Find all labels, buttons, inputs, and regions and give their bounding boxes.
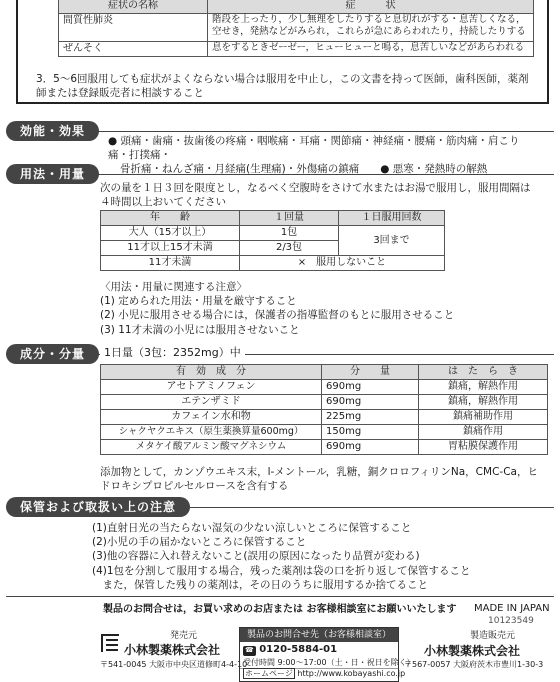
symptom-name-cell: ぜんそく xyxy=(59,41,208,56)
product-code: 10123549 xyxy=(488,616,534,626)
storage-list xyxy=(92,521,542,592)
web-label: ホームページ xyxy=(245,669,293,679)
effects-line: 骨折痛・ねんざ痛・月経痛(生理痛)・外傷痛の鎮痛 ● 悪寒・発熱時の解熱 xyxy=(120,163,488,176)
usage-note-item: (2) 小児に服用させる場合には，保護者の指導監督のもとに服用させること xyxy=(100,309,455,322)
free-dial-icon: ☎ xyxy=(245,646,254,655)
symptom-name-cell: 間質性肺炎 xyxy=(59,13,208,41)
ingredient-role-header: は た ら き xyxy=(419,365,548,380)
ingredient-name-cell: エテンザミド xyxy=(101,395,322,410)
ingredient-name-header: 有 効 成 分 xyxy=(101,365,322,380)
ingredient-amount-cell: 690mg xyxy=(322,440,419,455)
dose-age-cell: 大人（15才以上） xyxy=(101,226,240,241)
usage-notes-title: 〈用法・用量に関連する注意〉 xyxy=(100,281,247,293)
additives-text: 添加物として，カンゾウエキス末，l-メントール，乳糖，銅クロロフィリンNa，CMC-Ca，ヒドロキシプロピルセルロースを含有する xyxy=(100,466,538,493)
dose-age-cell: 11才未満 xyxy=(101,256,240,271)
maker-label: 製造販売元 xyxy=(470,631,516,641)
ingredient-amount-cell: 690mg xyxy=(322,380,419,395)
usage-note-item: (1) 定められた用法・用量を厳守すること xyxy=(100,295,297,308)
customer-center-title: 製品のお問合せ先（お客様相談室） xyxy=(240,628,398,642)
inquiry-notice: 製品のお問合せは，お買い求めのお店または お客様相談室にお願いいたします xyxy=(103,604,457,615)
ingredient-amount-header: 分 量 xyxy=(322,365,419,380)
symptom-desc-header: 症 状 xyxy=(208,0,534,13)
ingredient-amount-cell: 150mg xyxy=(322,425,419,440)
storage-item: (2)小児の手の届かないところに保管すること xyxy=(92,536,307,549)
symptom-table xyxy=(58,0,534,57)
symptom-name-header: 症状の名称 xyxy=(59,0,208,13)
dose-amount-cell: 1包 xyxy=(240,226,339,241)
section-title-effects: 効能・効果 xyxy=(6,121,99,141)
section-title-ingredients: 成分・分量 xyxy=(6,344,99,364)
ingredients-table xyxy=(100,364,548,455)
usage-notes xyxy=(100,280,540,337)
footer-rule xyxy=(6,596,554,597)
hours-label: 受付時間 xyxy=(243,657,275,667)
ingredient-role-cell: 鎮痛作用 xyxy=(419,425,548,440)
made-in-label: MADE IN JAPAN xyxy=(474,603,550,614)
seller-name: 小林製薬株式会社 xyxy=(124,643,221,657)
customer-center-phone-row xyxy=(240,642,398,658)
consult-note: 3．5～6回服用しても症状がよくならない場合は服用を中止し，この文書を持って医師，歯科医師，薬剤師または登録販売者に相談すること xyxy=(36,73,529,100)
dose-age-header: 年 齢 xyxy=(101,211,240,226)
dose-times-header: １日服用回数 xyxy=(339,211,445,226)
dose-times-cell: 3回まで xyxy=(339,226,445,256)
ingredient-role-cell: 胃粘膜保護作用 xyxy=(419,440,548,455)
ingredient-name-cell: カフェイン水和物 xyxy=(101,410,322,425)
customer-center-phone: 0120-5884-01 xyxy=(259,644,338,656)
dose-table xyxy=(100,210,445,271)
ingredient-role-cell: 鎮痛，解熱作用 xyxy=(419,380,548,395)
customer-center-box xyxy=(239,627,415,682)
daily-dose-title: 1日量（3包：2352mg）中 xyxy=(100,346,245,361)
maker-address: 〒567-0057 大阪府茨木市豊川1-30-3 xyxy=(404,660,544,669)
effects-text xyxy=(108,134,528,177)
ingredient-role-cell: 鎮痛補助作用 xyxy=(419,410,548,425)
dose-prohibit-cell: × 服用しないこと xyxy=(240,256,445,271)
web-url[interactable]: http://www.kobayashi.co.jp xyxy=(297,669,406,679)
ingredient-name-cell: メタケイ酸アルミン酸マグネシウム xyxy=(101,440,322,455)
dose-amount-header: １回量 xyxy=(240,211,339,226)
seller-label: 発売元 xyxy=(170,631,198,641)
symptom-desc-cell: 息をするときゼーゼー，ヒューヒューと鳴る，息苦しいなどがあらわれる xyxy=(208,41,534,56)
section-title-storage: 保管および取扱い上の注意 xyxy=(6,497,190,517)
ingredient-role-cell: 鎮痛，解熱作用 xyxy=(419,395,548,410)
dose-age-cell: 11才以上15才未満 xyxy=(101,241,240,256)
customer-center-hours-row xyxy=(240,657,415,669)
dose-amount-cell: 2/3包 xyxy=(240,241,339,256)
section-title-usage: 用法・用量 xyxy=(6,164,99,184)
storage-item: (4)1包を分割して服用する場合，残った薬剤は袋の口を折り返して保管すること xyxy=(92,564,471,577)
hours-value: 9:00～17:00（土・日・祝日を除く） xyxy=(277,657,415,667)
ingredient-amount-cell: 690mg xyxy=(322,395,419,410)
customer-center-web-row xyxy=(240,668,406,681)
ingredient-name-cell: アセトアミノフェン xyxy=(101,380,322,395)
storage-item: (1)直射日光の当たらない湿気の少ない涼しいところに保管すること xyxy=(92,522,412,534)
ingredient-amount-cell: 225mg xyxy=(322,410,419,425)
company-logo-icon xyxy=(100,632,120,654)
seller-address: 〒541-0045 大阪市中央区道修町4-4-10 xyxy=(100,660,248,669)
storage-item: (3)他の容器に入れ替えないこと(誤用の原因になったり品質が変わる) xyxy=(92,550,420,563)
ingredient-name-cell: シャクヤクエキス（原生薬換算量600mg） xyxy=(101,425,322,440)
symptom-desc-cell: 階段を上ったり，少し無理をしたりすると息切れがする・息苦しくなる，空せき，発熱などがみられ，これらが急にあらわれたり，持続したりする xyxy=(208,13,534,41)
usage-intro: 次の量を１日３回を限度とし，なるべく空腹時をさけて水またはお湯で服用し，服用間隔は４時間以上おいてください xyxy=(100,182,531,209)
storage-item: また，保管した残りの薬剤は，その日のうちに服用するか捨てること xyxy=(92,578,428,591)
effects-line: ● 頭痛・歯痛・抜歯後の疼痛・咽喉痛・耳痛・関節痛・神経痛・腰痛・筋肉痛・肩こり痛・打撲痛・ xyxy=(108,135,520,162)
usage-note-item: (3) 11才未満の小児には服用させないこと xyxy=(100,323,300,336)
maker-name: 小林製薬株式会社 xyxy=(424,644,521,658)
